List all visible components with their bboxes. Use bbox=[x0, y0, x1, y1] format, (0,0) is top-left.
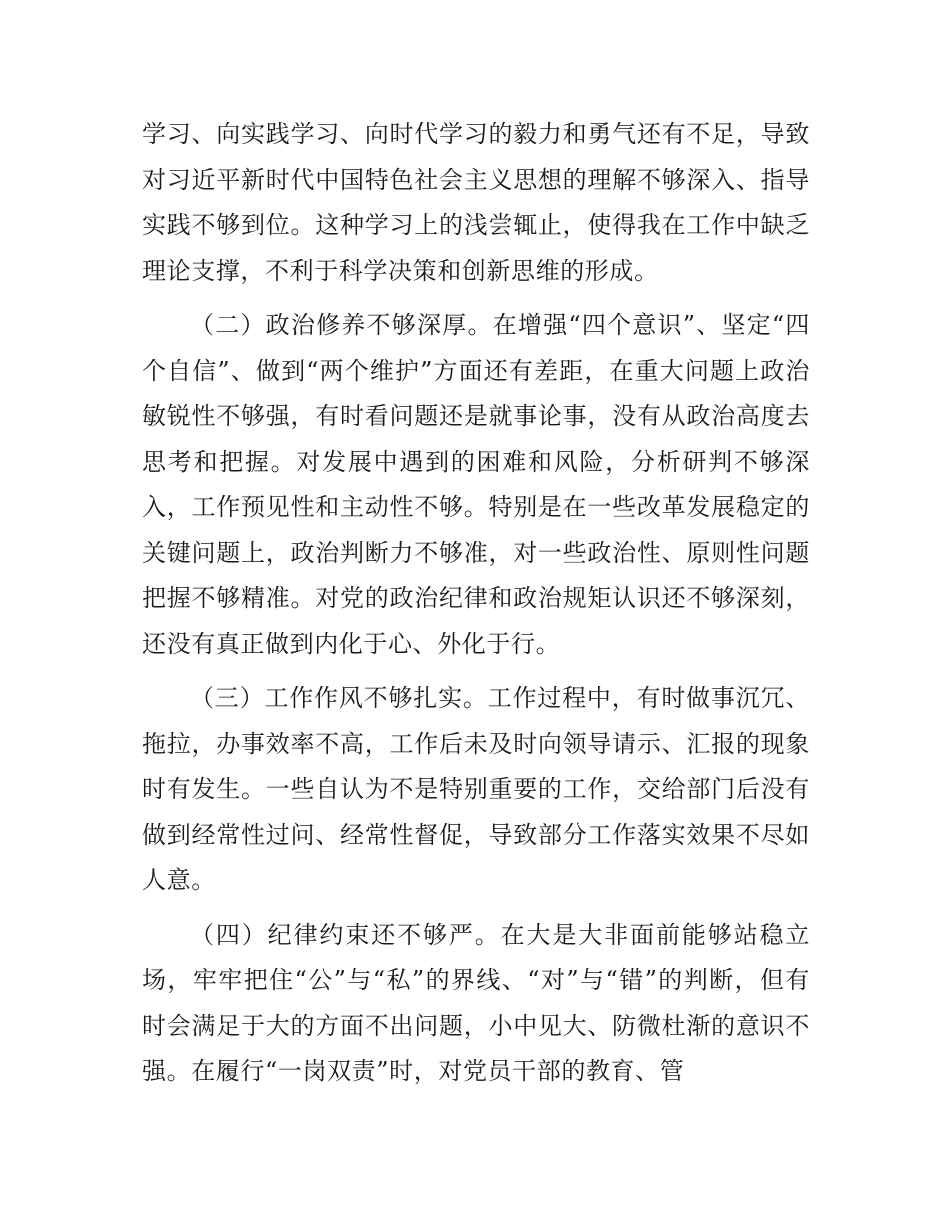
paragraph-political-cultivation: （二）政治修养不够深厚。在增强“四个意识”、坚定“四个自信”、做到“两个维护”方面还有差距，在重大问题上政治敏锐性不够强，有时看问题还是就事论事，没有从政治高度去思考和把握。对发展中遇到的困难和风险，分析研判不够深入，工作预见性和主动性不够。特别是在一些改革发展稳定的关键问题上，政治判断力不够准，对一些政治性、原则性问题把握不够精准。对党的政治纪律和政治规矩认识还不够深刻，还没有真正做到内化于心、外化于行。 bbox=[142, 311, 810, 658]
paragraph-continuation: 学习、向实践学习、向时代学习的毅力和勇气还有不足，导致对习近平新时代中国特色社会主义思想的理解不够深入、指导实践不够到位。这种学习上的浅尝辄止，使得我在工作中缺乏理论支撑，不利于科学决策和创新思维的形成。 bbox=[142, 120, 810, 285]
paragraph-work-style: （三）工作作风不够扎实。工作过程中，有时做事沉冗、拖拉，办事效率不高，工作后未及时向领导请示、汇报的现象时有发生。一些自认为不是特别重要的工作，交给部门后没有做到经常性过问、经常性督促，导致部分工作落实效果不尽如人意。 bbox=[142, 684, 810, 894]
paragraph-discipline: （四）纪律约束还不够严。在大是大非面前能够站稳立场，牢牢把住“公”与“私”的界线、“对”与“错”的判断，但有时会满足于大的方面不出问题，小中见大、防微杜渐的意识不强。在履行“一岗双责”时，对党员干部的教育、管 bbox=[142, 920, 810, 1085]
document-body bbox=[142, 112, 810, 1104]
